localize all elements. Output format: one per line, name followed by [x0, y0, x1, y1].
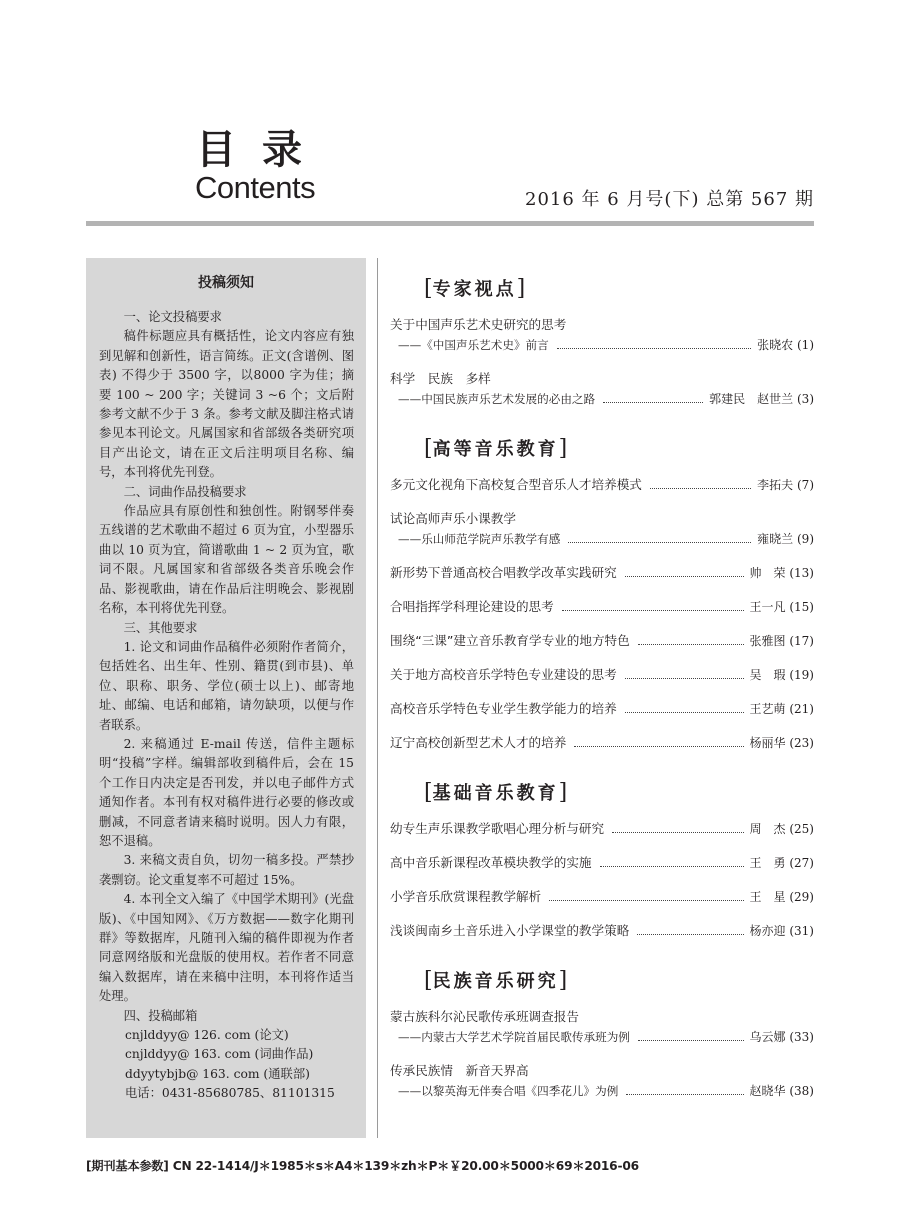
- toc-entry[interactable]: [390, 1006, 814, 1048]
- entry-title-line: [390, 596, 814, 618]
- entry-title: 试论高师声乐小课教学: [390, 511, 516, 526]
- entry-title-line: [390, 664, 814, 686]
- guideline-heading: 一、论文投稿要求: [123, 310, 222, 324]
- toc-entry[interactable]: [390, 562, 814, 584]
- entry-title: 科学 民族 多样: [390, 371, 491, 386]
- entry-page: (1): [797, 338, 814, 352]
- entry-author-page: [750, 887, 814, 908]
- entry-title: 传承民族情 新音天界高: [390, 1063, 529, 1078]
- entry-subtitle: ——以黎英海无伴奏合唱《四季花儿》为例: [398, 1084, 619, 1098]
- entry-title-line: [390, 886, 814, 908]
- leader-dots: [568, 542, 751, 543]
- entry-subtitle-line: [390, 335, 814, 356]
- entry-subtitle-line: [390, 529, 814, 550]
- toc-entry[interactable]: [390, 886, 814, 908]
- guideline-paragraph: 3. 来稿文责自负，切勿一稿多投。严禁抄袭剽窃。论文重复率不可超过 15%。: [99, 853, 354, 887]
- entry-title-line: [390, 368, 814, 389]
- section-title: 基础音乐教育: [432, 783, 559, 804]
- guideline-paragraph: 作品应具有原创性和独创性。附钢琴伴奏五线谱的艺术歌曲不超过 6 页为宜，小型器乐曲以 10 页为宜，简谱歌曲 1 ~ 2 页为宜，歌词不限。凡属国家和省部级各类音乐晚会作品、影视歌曲，请在作品后注明晚会、影视剧名称，本刊将优先刊登。: [99, 504, 354, 616]
- guideline-heading: 二、词曲作品投稿要求: [123, 484, 247, 499]
- column-divider: [377, 258, 378, 1138]
- toc-entry[interactable]: [390, 630, 814, 652]
- toc-entry[interactable]: [390, 818, 814, 840]
- entry-subtitle-line: [390, 1081, 814, 1102]
- entry-author: 周 杰: [749, 822, 786, 836]
- entry-title: 新形势下普通高校合唱教学改革实践研究: [390, 565, 617, 580]
- entry-title: 小学音乐欣赏课程教学解析: [390, 889, 542, 904]
- entry-title-line: [390, 630, 814, 652]
- leader-dots: [625, 712, 744, 713]
- entry-title: 浅谈闽南乡土音乐进入小学课堂的教学策略: [390, 923, 630, 938]
- entry-page: (15): [789, 600, 814, 614]
- entry-page: (9): [797, 532, 814, 546]
- leader-dots: [612, 832, 743, 833]
- toc-entry[interactable]: [390, 664, 814, 686]
- guideline-heading: 四、投稿邮箱: [123, 1008, 198, 1023]
- leader-dots: [600, 866, 744, 867]
- entry-title-line: [390, 562, 814, 584]
- bracket-left: [: [424, 967, 433, 993]
- bracket-right: ]: [516, 275, 526, 301]
- toc-entry[interactable]: [390, 698, 814, 720]
- bracket-left: [: [424, 275, 433, 301]
- entry-author: 张晓农: [757, 338, 794, 352]
- entry-subtitle: ——《中国声乐艺术史》前言: [398, 338, 549, 352]
- entry-title: 合唱指挥学科理论建设的思考: [390, 599, 554, 614]
- entry-subtitle: ——内蒙古大学艺术学院首届民歌传承班为例: [398, 1030, 630, 1044]
- toc-section-heading: [390, 262, 814, 314]
- guideline-contact: cnjlddyy@ 163. com (词曲作品): [125, 1047, 314, 1062]
- bracket-left: [: [424, 779, 433, 805]
- guideline-contact: cnjlddyy@ 126. com (论文): [125, 1028, 289, 1043]
- toc-entry[interactable]: [390, 1060, 814, 1102]
- leader-dots: [603, 402, 703, 403]
- entry-title-line: [390, 314, 814, 335]
- guidelines-title: 投稿须知: [198, 275, 254, 291]
- entry-author-page: [750, 853, 814, 874]
- submission-guidelines-box: [86, 258, 366, 1138]
- entry-title: 蒙古族科尔沁民歌传承班调查报告: [390, 1009, 579, 1024]
- guidelines-body: [86, 308, 366, 1104]
- leader-dots: [625, 576, 744, 577]
- entry-author-page: [750, 1081, 814, 1102]
- entry-author-page: [757, 529, 814, 550]
- entry-page: (38): [789, 1084, 814, 1098]
- entry-title: 高校音乐学特色专业学生教学能力的培养: [390, 701, 617, 716]
- entry-title-line: [390, 508, 814, 529]
- toc-entry[interactable]: [390, 852, 814, 874]
- toc-section-heading: [390, 766, 814, 818]
- guideline-paragraph: 2. 来稿通过 E-mail 传送，信件主题标明“投稿”字样。编辑部收到稿件后，会在 15 个工作日内决定是否刊发，并以电子邮件方式通知作者。本刊有权对稿件进行必要的修改或删减，不同意者请来稿时说明。因人力有限，恕不退稿。: [99, 736, 354, 848]
- entry-author: 吴 瑕: [749, 668, 786, 682]
- entry-title: 围绕“三课”建立音乐教育学专业的地方特色: [390, 633, 630, 648]
- entry-title: 高中音乐新课程改革模块教学的实施: [390, 855, 592, 870]
- entry-author-page: [757, 475, 814, 496]
- entry-title-line: [390, 818, 814, 840]
- entry-author: 雍晓兰: [757, 532, 794, 546]
- entry-page: (29): [789, 890, 814, 904]
- entry-author: 王 星: [749, 890, 786, 904]
- entry-page: (17): [789, 634, 814, 648]
- entry-subtitle: ——中国民族声乐艺术发展的必由之路: [398, 392, 596, 406]
- entry-author-page: [750, 665, 814, 686]
- entry-author-page: [750, 819, 814, 840]
- entry-title-line: [390, 474, 814, 496]
- entry-author: 杨丽华: [749, 736, 786, 750]
- entry-title: 幼专生声乐课教学歌唱心理分析与研究: [390, 821, 605, 836]
- entry-title-line: [390, 920, 814, 942]
- entry-title: 多元文化视角下高校复合型音乐人才培养模式: [390, 477, 642, 492]
- leader-dots: [638, 644, 744, 645]
- entry-author: 李拓夫: [757, 478, 794, 492]
- leader-dots: [637, 934, 743, 935]
- entry-page: (21): [789, 702, 814, 716]
- entry-title-line: [390, 732, 814, 754]
- toc-section-heading: [390, 954, 814, 1006]
- bracket-left: [: [424, 435, 433, 461]
- guideline-paragraph: 稿件标题应具有概括性，论文内容应有独到见解和创新性，语言简练。正文(含谱例、图表) 不得少于 3500 字，以8000 字为佳；摘要 100 ~ 200 字；关键词 3 ~6 个；文后附参考文献不少于 3 条。参考文献及脚注格式请参见本刊论文。凡属国家和省部级各类研究项目产出论文，请在正文后注明项目名称、编号，本刊将优先刊登。: [99, 329, 354, 480]
- guideline-paragraph: 4. 本刊全文入编了《中国学术期刊》(光盘版)、《中国知网》、《万方数据——数字化期刊群》等数据库，凡随刊入编的稿件即视为作者同意网络版和光盘版的使用权。若作者不同意编入数据库，请在来稿中注明，本刊将作适当处理。: [99, 892, 354, 1004]
- entry-author-page: [750, 563, 814, 584]
- bracket-right: ]: [558, 435, 568, 461]
- leader-dots: [549, 900, 743, 901]
- header-rule: [86, 221, 814, 226]
- entry-page: (33): [789, 1030, 814, 1044]
- leader-dots: [625, 678, 744, 679]
- contents-title-cn: 目录: [196, 127, 328, 173]
- bracket-right: ]: [558, 779, 568, 805]
- leader-dots: [562, 610, 744, 611]
- section-title: 高等音乐教育: [432, 439, 559, 460]
- entry-author: 乌云娜: [749, 1030, 786, 1044]
- entry-page: (3): [797, 392, 814, 406]
- toc-entry[interactable]: [390, 474, 814, 496]
- guideline-paragraph: 1. 论文和词曲作品稿件必须附作者简介，包括姓名、出生年、性别、籍贯(到市县)、单位、职称、职务、学位(硕士以上)、邮寄地址、邮编、电话和邮箱，请勿缺项，以便与作者联系。: [99, 639, 354, 732]
- entry-subtitle: ——乐山师范学院声乐教学有感: [398, 532, 561, 546]
- entry-author-page: [750, 631, 814, 652]
- entry-title-line: [390, 1006, 814, 1027]
- entry-author: 王艺萌: [749, 702, 786, 716]
- entry-subtitle-line: [390, 389, 814, 410]
- entry-author-page: [750, 597, 814, 618]
- leader-dots: [574, 746, 743, 747]
- entry-page: (13): [789, 566, 814, 580]
- entry-title-line: [390, 852, 814, 874]
- guideline-contact: ddyytybjb@ 163. com (通联部): [125, 1066, 310, 1081]
- entry-author-page: [750, 699, 814, 720]
- entry-author: 郭建民 赵世兰: [709, 392, 794, 406]
- guideline-heading: 三、其他要求: [123, 620, 198, 635]
- table-of-contents: [390, 262, 814, 1114]
- entry-page: (31): [789, 924, 814, 938]
- toc-entry[interactable]: [390, 508, 814, 550]
- entry-page: (19): [789, 668, 814, 682]
- entry-author-page: [750, 921, 814, 942]
- toc-section-heading: [390, 422, 814, 474]
- section-title: 民族音乐研究: [432, 971, 559, 992]
- entry-author-page: [709, 389, 814, 410]
- entry-author: 王 勇: [749, 856, 786, 870]
- entry-title: 辽宁高校创新型艺术人才的培养: [390, 735, 567, 750]
- toc-entry[interactable]: [390, 732, 814, 754]
- toc-entry[interactable]: [390, 596, 814, 618]
- toc-entry[interactable]: [390, 368, 814, 410]
- toc-entry[interactable]: [390, 920, 814, 942]
- entry-page: (27): [789, 856, 814, 870]
- entry-title-line: [390, 698, 814, 720]
- entry-title: 关于中国声乐艺术史研究的思考: [390, 317, 567, 332]
- section-title: 专家视点: [432, 279, 517, 300]
- leader-dots: [626, 1094, 743, 1095]
- leader-dots: [650, 488, 751, 489]
- entry-page: (23): [789, 736, 814, 750]
- entry-title: 关于地方高校音乐学特色专业建设的思考: [390, 667, 617, 682]
- journal-parameters: [期刊基本参数] CN 22-1414/J＊1985＊s＊A4＊139＊zh＊P＊￥20.00＊5000＊69＊2016-06: [86, 1159, 639, 1173]
- entry-author-page: [750, 733, 814, 754]
- entry-page: (25): [789, 822, 814, 836]
- toc-entry[interactable]: [390, 314, 814, 356]
- leader-dots: [557, 348, 751, 349]
- entry-author: 张雅图: [749, 634, 786, 648]
- entry-subtitle-line: [390, 1027, 814, 1048]
- leader-dots: [638, 1040, 744, 1041]
- entry-author: 杨亦迎: [749, 924, 786, 938]
- guideline-contact: 电话：0431-85680785、81101315: [125, 1086, 335, 1101]
- issue-info: 2016 年 6 月号(下) 总第 567 期: [525, 189, 814, 210]
- entry-author: 王一凡: [749, 600, 786, 614]
- entry-author-page: [750, 1027, 814, 1048]
- entry-page: (7): [797, 478, 814, 492]
- entry-title-line: [390, 1060, 814, 1081]
- entry-author: 帅 荣: [749, 566, 786, 580]
- contents-title-en: Contents: [195, 170, 316, 205]
- entry-author-page: [757, 335, 814, 356]
- entry-author: 赵晓华: [749, 1084, 786, 1098]
- bracket-right: ]: [558, 967, 568, 993]
